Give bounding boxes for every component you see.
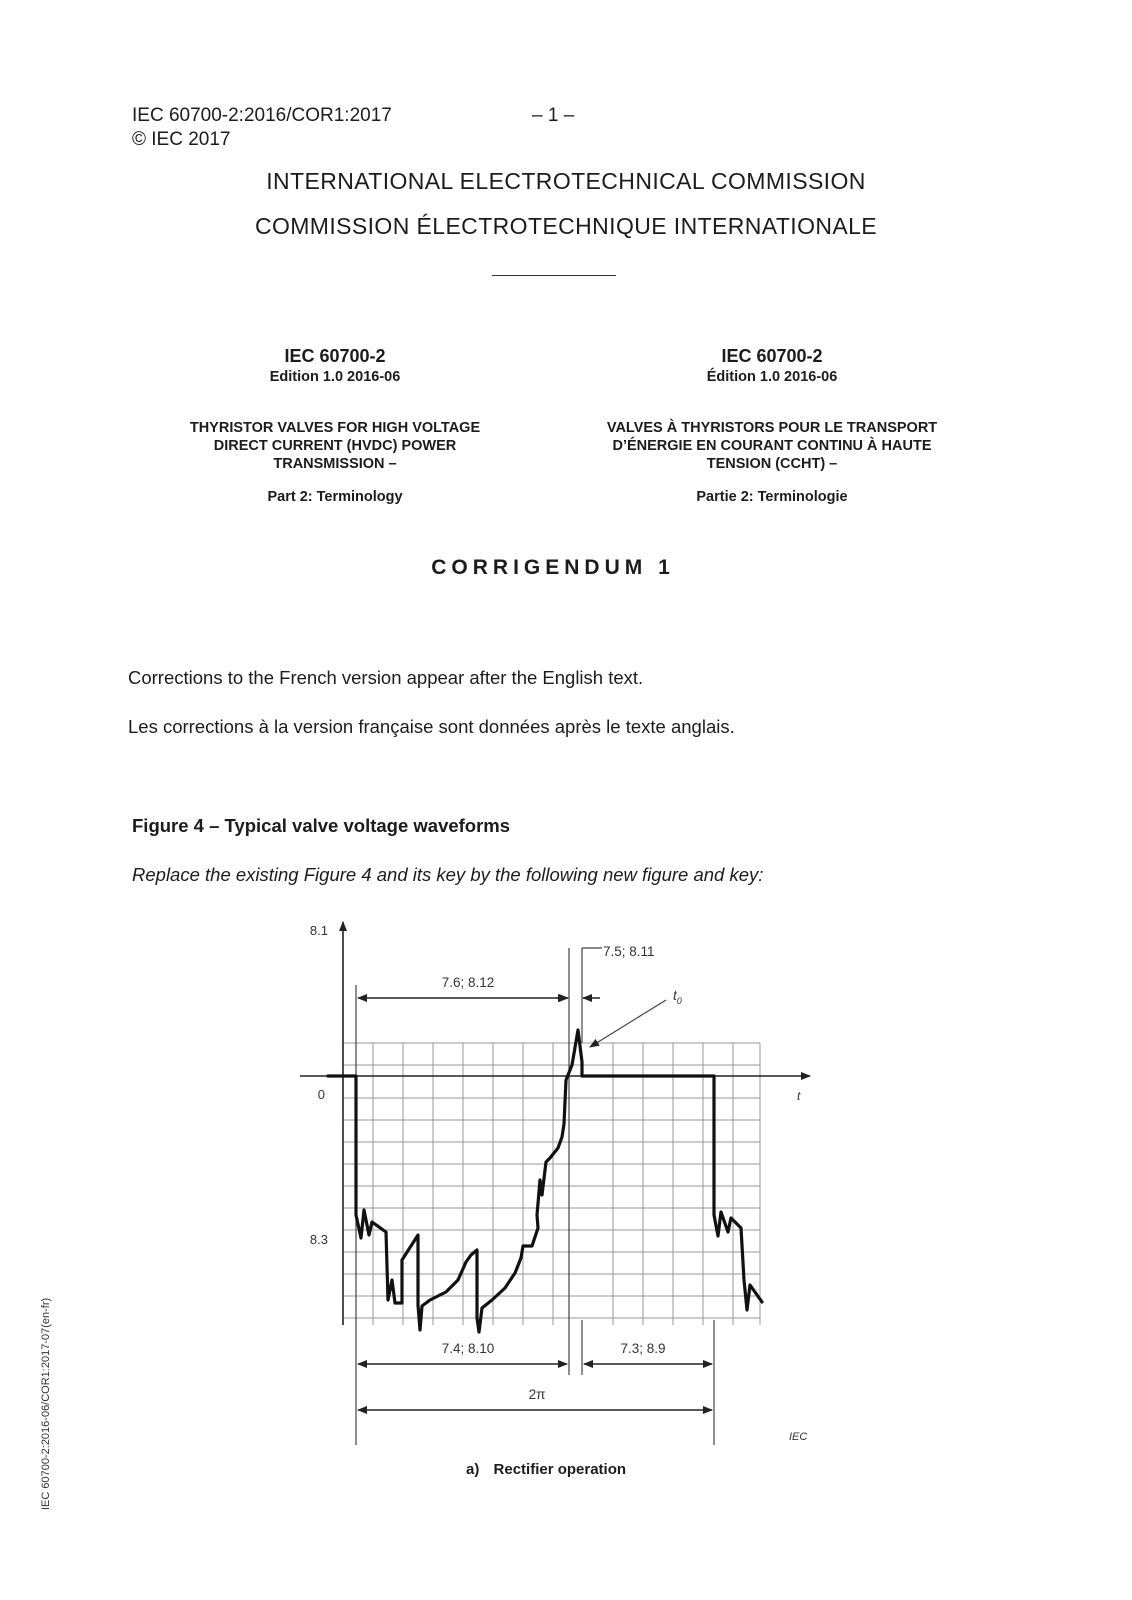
part-en: Part 2: Terminology	[267, 489, 403, 505]
label-7-6-8-12: 7.6; 8.12	[441, 975, 495, 990]
figure-instruction: Replace the existing Figure 4 and its key by the following new figure and key:	[132, 864, 764, 885]
commission-title-en: INTERNATIONAL ELECTROTECHNICAL COMMISSION	[266, 168, 866, 194]
part-fr: Partie 2: Terminologie	[696, 489, 848, 505]
corrigendum-heading: CORRIGENDUM 1	[431, 556, 675, 579]
label-7-3-8-9: 7.3; 8.9	[620, 1341, 666, 1356]
page-number: – 1 –	[532, 105, 575, 126]
t0-subscript: 0	[676, 996, 682, 1006]
copyright: © IEC 2017	[132, 129, 231, 150]
label-7-5-8-11: 7.5; 8.11	[603, 944, 655, 959]
y-label-zero: 0	[317, 1087, 325, 1102]
title-en-line: TRANSMISSION –	[273, 456, 397, 472]
figure-caption	[466, 1461, 626, 1478]
title-en-line: THYRISTOR VALVES FOR HIGH VOLTAGE	[189, 420, 481, 436]
extension-lines	[356, 948, 714, 1445]
caption-letter: a)	[466, 1461, 480, 1478]
t0-base: t	[673, 988, 677, 1003]
figure-heading: Figure 4 – Typical valve voltage waveforms	[132, 815, 511, 836]
note-french: Les corrections à la version française sont données après le texte anglais.	[128, 716, 735, 737]
label-t0	[673, 988, 682, 1006]
document-id: IEC 60700-2:2016/COR1:2017	[132, 105, 392, 126]
caption-text: Rectifier operation	[493, 1461, 627, 1478]
standard-number-en: IEC 60700-2	[284, 346, 386, 366]
title-fr-line: D’ÉNERGIE EN COURANT CONTINU À HAUTE	[612, 438, 932, 454]
edition-en: Edition 1.0 2016-06	[269, 369, 401, 385]
grid	[343, 1043, 760, 1325]
t-axis-label: t	[797, 1089, 801, 1103]
edition-fr: Édition 1.0 2016-06	[706, 369, 838, 385]
iec-mark: IEC	[789, 1431, 808, 1443]
label-7-4-8-10: 7.4; 8.10	[441, 1341, 495, 1356]
title-fr-line: VALVES À THYRISTORS POUR LE TRANSPORT	[606, 420, 938, 436]
y-label-8-3: 8.3	[309, 1232, 328, 1247]
commission-title-fr: COMMISSION ÉLECTROTECHNIQUE INTERNATIONALE	[254, 213, 878, 239]
standard-number-fr: IEC 60700-2	[721, 346, 823, 366]
title-en-line: DIRECT CURRENT (HVDC) POWER	[213, 438, 457, 454]
note-english: Corrections to the French version appear after the English text.	[128, 667, 644, 688]
label-2pi: 2π	[528, 1387, 546, 1402]
t0-leader	[590, 1000, 666, 1047]
title-fr-line: TENSION (CCHT) –	[706, 456, 838, 472]
side-reference: IEC 60700-2:2016-06/COR1:2017-07(en-fr)	[40, 1297, 52, 1510]
y-label-8-1: 8.1	[309, 923, 328, 938]
